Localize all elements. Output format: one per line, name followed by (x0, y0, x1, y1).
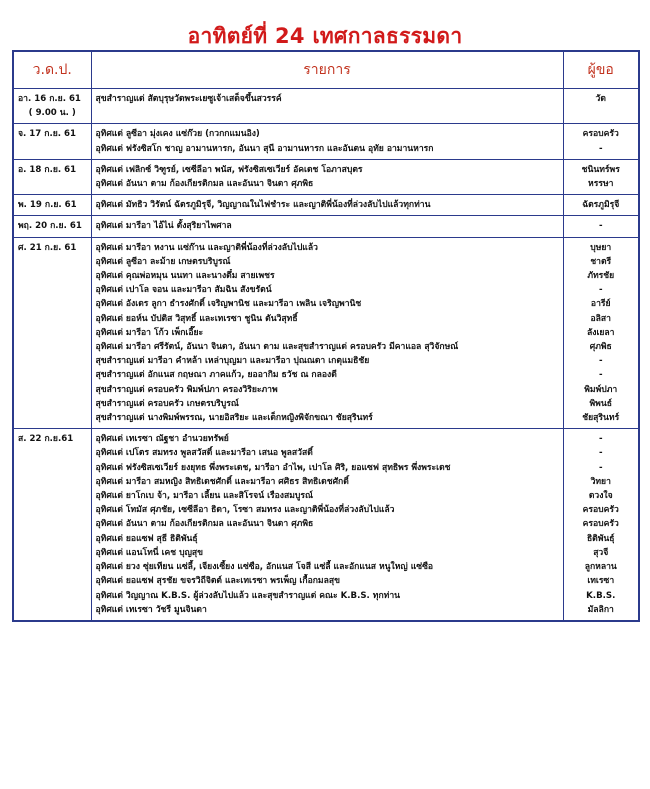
row-requester-cell (563, 237, 639, 429)
row-date: อ. 18 ก.ย. 61 (18, 164, 77, 175)
intention-line: อุทิศแด่ คุณพ่อหมุน นนทา และนางตึ๋ม สายเพชร (95, 271, 275, 282)
intention-line: อุทิศแด่ มารีอา หงาน แซ่ก๊าน และญาติพี่น้องที่ล่วงลับไปแล้ว (95, 242, 318, 253)
mass-intention-table (12, 50, 640, 622)
intention-line: อุทิศแด่ เทเรซา วัชรี มูนจินดา (95, 604, 207, 615)
table-body (13, 89, 639, 621)
intention-line: อุทิศแด่ มารีอา ไอ้ไน่ ตั้งสุริยาไพศาล (95, 221, 232, 232)
intention-line: อุทิศแด่ มารีอา โก้ว เพ็กเอี๊ยะ (95, 327, 204, 338)
requester-line: ชนินทร์พร (581, 164, 620, 175)
row-requester-cell (563, 159, 639, 194)
row-date: พฤ. 20 ก.ย. 61 (18, 221, 82, 232)
row-date-cell (13, 89, 91, 124)
intention-line: สุขสำราญแด่ มารีอา คำหล้า เหล่าบุญมา และมารีอา ปุณณดา เกตุแมธิชัย (95, 356, 370, 367)
row-date: พ. 19 ก.ย. 61 (18, 200, 77, 211)
requester-line: - (598, 356, 603, 367)
table-row (13, 159, 639, 194)
requester-line: ธิติพันธุ์ (586, 533, 615, 544)
row-date-time: ( 9.00 น. ) (28, 108, 76, 119)
row-requester-cell (563, 89, 639, 124)
table-row (13, 237, 639, 429)
intention-line: สุขสำราญแด่ นางพิมพ์พรรณ, นายอิสริยะ และเด็กหญิงพิจักขณา ชัยสุรินทร์ (95, 413, 373, 424)
requester-line: - (598, 221, 603, 232)
requester-line: K.B.S. (586, 590, 616, 601)
requester-line: - (598, 434, 603, 445)
intention-line: อุทิศแด่ โทมัส ศุภชัย, เซซีลีอา ธิดา, โรซา สมทรง และญาติพี่น้องที่ล่วงลับไปแล้ว (95, 505, 395, 516)
requester-line: - (598, 462, 603, 473)
row-items-cell (91, 124, 563, 159)
requester-line: ชาตรี (590, 256, 612, 267)
table-row (13, 124, 639, 159)
row-requester-cell (563, 195, 639, 216)
intention-line: อุทิศแด่ ยอแซฟ สุธี ธิติพันธุ์ (95, 533, 198, 544)
intention-line: อุทิศแด่ เปาโล จอน และมารีอา สัมฉิน สังขรัตน์ (95, 285, 272, 296)
requester-line: พิมพ์ปภา (584, 384, 618, 395)
page-title: อาทิตย์ที่ 24 เทศกาลธรรมดา (187, 24, 463, 48)
requester-line: อลิสา (590, 313, 611, 324)
row-requester-cell (563, 429, 639, 621)
requester-line: บุษยา (590, 242, 612, 253)
row-requester-cell (563, 216, 639, 237)
intention-line: อุทิศแด่ เฟลิกซ์ วิฑูรย์, เซซีลีอา พนัส, ฟรังซิสเซเวียร์ อัคเดช โอภาสบุตร (95, 164, 363, 175)
column-header-requester: ผู้ขอ (563, 51, 639, 89)
intention-line: สุขสำราญแด่ ครอบครัว พิมพ์ปภา ครองวิริยะภาพ (95, 384, 278, 395)
intention-line: อุทิศแด่ ยวง ซุ่ยเทียน แซ่ลี้, เจียงเซี้ยง แซ่ซือ, อักแนส โจสี แซ่ลี้ และอักแนส หนูใหญ่ แซ่ซือ (95, 562, 434, 573)
requester-line: อารีย์ (590, 299, 611, 310)
intention-line: อุทิศแด่ ฟรังซิสเซเวียร์ ยงยุทธ พึ่งพระเดช, มารีอา อำไพ, เปาโล ศิริ, ยอแซฟ สุทธิพร พึ่งพระเดช (95, 462, 451, 473)
intention-line: อุทิศแด่ เปโตร สมทรง พูลสวัสดิ์ และมารีอา เสนอ พูลสวัสดิ์ (95, 448, 313, 459)
requester-line: ดวงใจ (588, 491, 613, 502)
intention-line: อุทิศแด่ เทเรซา ณัฐชา อำนวยทรัพย์ (95, 434, 229, 445)
intention-line: อุทิศแด่ อังเดร ลูกา ธำรงศักดิ์ เจริญพานิช และมารีอา เพลิน เจริญพานิช (95, 299, 362, 310)
requester-line: วิทยา (590, 476, 611, 487)
requester-line: ภัทรชัย (587, 271, 615, 282)
requester-line: - (598, 285, 603, 296)
requester-line: หรรษา (588, 179, 614, 190)
row-items-cell (91, 216, 563, 237)
requester-line: ฉัตรภูมิรุจี (582, 200, 620, 211)
row-requester-cell (563, 124, 639, 159)
intention-line: อุทิศแด่ อันนา ตาม ก้องเกียรติกมล และอันนา จินดา ศุภพิธ (95, 519, 314, 530)
row-date-cell (13, 159, 91, 194)
column-header-items: รายการ (91, 51, 563, 89)
table-row (13, 195, 639, 216)
column-header-date: ว.ด.ป. (13, 51, 91, 89)
requester-line: เทเรซา (587, 576, 615, 587)
row-date: ศ. 21 ก.ย. 61 (18, 242, 77, 253)
intention-line: อุทิศแด่ วิญญาณ K.B.S. ผู้ล่วงลับไปแล้ว และสุขสำราญแด่ คณะ K.B.S. ทุกท่าน (95, 590, 401, 601)
requester-line: ชัยสุรินทร์ (582, 413, 620, 424)
row-date: จ. 17 ก.ย. 61 (18, 129, 76, 140)
intention-line: อุทิศแด่ มารีอา ศรีรัตน์, อันนา จินดา, อันนา ตาม และสุขสำราญแด่ ครอบครัว มีคาแอล สุวิจักษณ์ (95, 342, 459, 353)
requester-line: ครอบครัว (582, 505, 619, 516)
requester-line: ครอบครัว (582, 519, 619, 530)
row-items-cell (91, 89, 563, 124)
requester-line: ลูกหลาน (584, 562, 617, 573)
row-date-cell (13, 124, 91, 159)
intention-line: อุทิศแด่ ยอแซฟ สุรชัย ขจรวิถีจิตต์ และเทเรซา พรเพ็ญ เกื้อกมลสุข (95, 576, 340, 587)
table-header-row (13, 51, 639, 89)
intention-line: อุทิศแด่ มัทธิว วิรัตน์ ฉัตรภูมิรุจี, วิญญาณในไฟชำระ และญาติพี่น้องที่ล่วงลับไปแล้วทุกท่าน (95, 200, 431, 211)
requester-line: ศุภพิธ (589, 342, 612, 353)
intention-line: อุทิศแด่ ฟรังซิสโก ชาญ อามานหารก, อันนา สุนี อามานหารก และอันตน อุทัย อามานหารก (95, 143, 434, 154)
intention-line: สุขสำราญแด่ ครอบครัว เกษตรบริบูรณ์ (95, 398, 239, 409)
row-items-cell (91, 195, 563, 216)
table-row (13, 216, 639, 237)
requester-line: ลังเยลา (586, 327, 615, 338)
intention-line: อุทิศแด่ อันนา ตาม ก้องเกียรติกมล และอันนา จินดา ศุภพิธ (95, 179, 314, 190)
intention-line: สุขสำราญแด่ สัตบุรุษวัดพระเยซูเจ้าเสด็จขึ้นสวรรค์ (95, 94, 282, 104)
table-row (13, 429, 639, 621)
row-items-cell (91, 159, 563, 194)
intention-line: อุทิศแด่ ลูซีอา มุ่งเคง แซ่ก๊วย (กวกกแมนอิง) (95, 129, 260, 140)
intention-line: อุทิศแด่ มารีอา สมหญิง สิทธิเดชศักดิ์ และมารีอา ศศิธร สิทธิเดชศักดิ์ (95, 476, 349, 487)
requester-line: สุวจี (593, 547, 609, 558)
row-items-cell (91, 237, 563, 429)
row-date-cell (13, 216, 91, 237)
requester-line: ครอบครัว (582, 129, 619, 140)
requester-line: - (598, 448, 603, 459)
table-row (13, 89, 639, 124)
row-date-cell (13, 429, 91, 621)
intention-line: สุขสำราญแด่ อักแนส กฤษณา ภาคแก้ว, ยออากิม ธวัช ณ กลองดี (95, 370, 337, 381)
requester-line: มัลลิกา (587, 604, 614, 615)
intention-line: อุทิศแด่ ยาโกเบ จ้า, มารีอา เลี้ยน และสิโรจน์ เรืองสมบูรณ์ (95, 491, 313, 502)
requester-line: - (598, 143, 603, 154)
intention-line: อุทิศแด่ แอนโทนี่ เคช บุญสุข (95, 547, 204, 558)
row-items-cell (91, 429, 563, 621)
row-date: อา. 16 ก.ย. 61 (18, 94, 81, 104)
row-date-cell (13, 237, 91, 429)
requester-line: พิพนธ์ (589, 398, 612, 409)
row-date-cell (13, 195, 91, 216)
intention-line: อุทิศแด่ ยอห์น บัปติส วิสุทธิ์ และเทเรซา ชูนิน ตันวิสุทธิ์ (95, 313, 298, 324)
intention-line: อุทิศแด่ ลูซีอา ละม้าย เกษตรบริบูรณ์ (95, 256, 231, 267)
requester-line: วัด (595, 94, 606, 104)
row-date: ส. 22 ก.ย.61 (18, 434, 74, 445)
requester-line: - (598, 370, 603, 381)
